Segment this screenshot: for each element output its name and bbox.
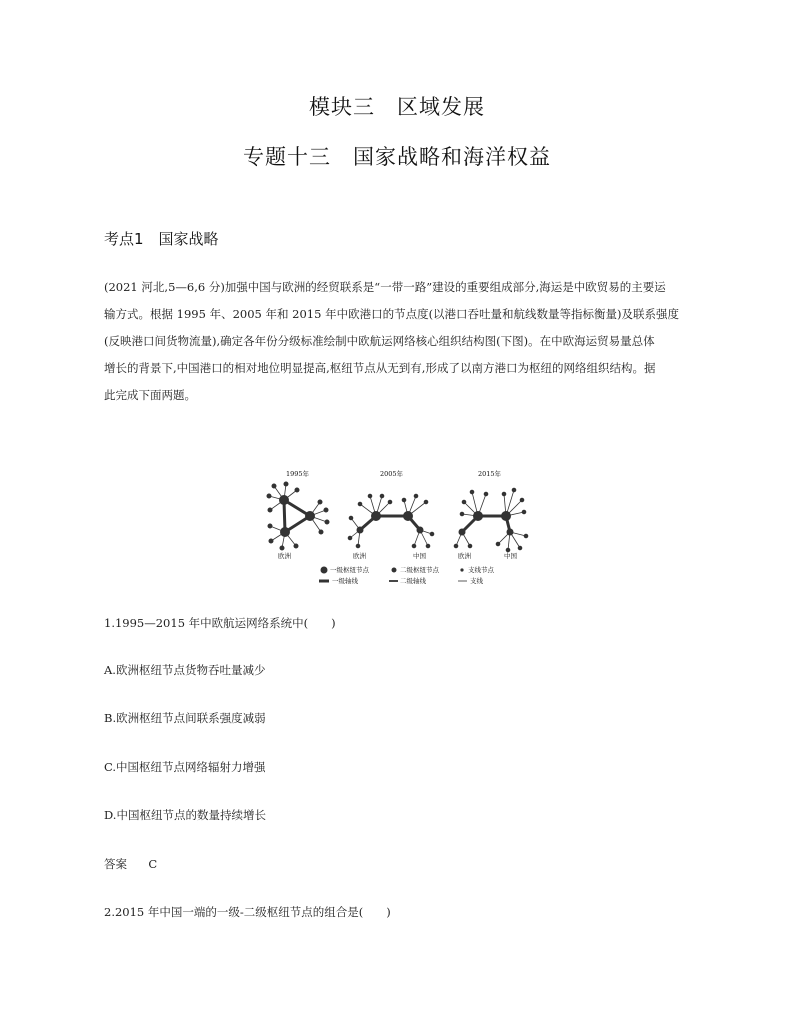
- legend-secondary-axis: 二级轴线: [400, 577, 426, 585]
- topic-title: 专题十三 国家战略和海洋权益: [243, 145, 551, 169]
- region-label-europe-1995: 欧洲: [278, 552, 291, 560]
- answer-line: [104, 856, 157, 872]
- intro-paragraph: [104, 274, 698, 409]
- answer-value: C: [148, 857, 158, 871]
- legend-primary-node-icon: [321, 567, 328, 574]
- region-label-europe-2005: 欧洲: [353, 552, 366, 560]
- module-title: 模块三 区域发展: [309, 95, 485, 119]
- network-2005: [348, 494, 434, 548]
- legend-branch-line: 支线: [470, 577, 483, 585]
- intro-line: 输方式。根据 1995 年、2005 年和 2015 年中欧港口的节点度(以港口吞吐量和航线数量等指标衡量)及联系强度: [104, 307, 680, 321]
- year-label-1995: 1995年: [286, 470, 310, 478]
- legend-branch-node-icon: [460, 568, 463, 571]
- answer-label: 答案: [104, 857, 127, 871]
- option-d: D.中国枢纽节点的数量持续增长: [104, 808, 266, 822]
- legend-secondary-node-icon: [392, 568, 397, 573]
- legend-primary-node: 一级枢纽节点: [330, 566, 369, 574]
- network-structure-figure: [258, 462, 534, 592]
- year-label-2015: 2015年: [478, 470, 502, 478]
- section-title: 考点1 国家战略: [104, 230, 219, 248]
- option-c: C.中国枢纽节点网络辐射力增强: [104, 760, 266, 774]
- network-2015: [454, 488, 528, 552]
- intro-line: (2021 河北,5—6,6 分)加强中国与欧洲的经贸联系是“一带一路”建设的重要组成部分,海运是中欧贸易的主要运: [104, 280, 666, 294]
- figure-legend: [319, 565, 495, 585]
- option-b: B.欧洲枢纽节点间联系强度减弱: [104, 711, 266, 725]
- legend-primary-axis: 一级轴线: [332, 577, 358, 585]
- legend-branch-node: 支线节点: [468, 566, 494, 574]
- question-2-stem: 2.2015 年中国一端的一级-二级枢纽节点的组合是( ): [104, 905, 391, 919]
- option-a: A.欧洲枢纽节点货物吞吐量减少: [104, 663, 266, 677]
- legend-secondary-node: 二级枢纽节点: [400, 566, 439, 574]
- intro-line: (反映港口间货物流量),确定各年份分级标准绘制中欧航运网络核心组织结构图(下图)。在中欧海运贸易量总体: [104, 334, 655, 348]
- question-1-stem: 1.1995—2015 年中欧航运网络系统中( ): [104, 616, 336, 630]
- intro-line: 此完成下面两题。: [104, 388, 196, 402]
- region-label-europe-2015: 欧洲: [458, 552, 471, 560]
- region-label-china-2015: 中国: [504, 552, 517, 560]
- intro-line: 增长的背景下,中国港口的相对地位明显提高,枢纽节点从无到有,形成了以南方港口为枢纽的网络组织结构。据: [104, 361, 656, 375]
- year-label-2005: 2005年: [380, 470, 404, 478]
- network-1995: [267, 482, 329, 550]
- region-label-china-2005: 中国: [413, 552, 426, 560]
